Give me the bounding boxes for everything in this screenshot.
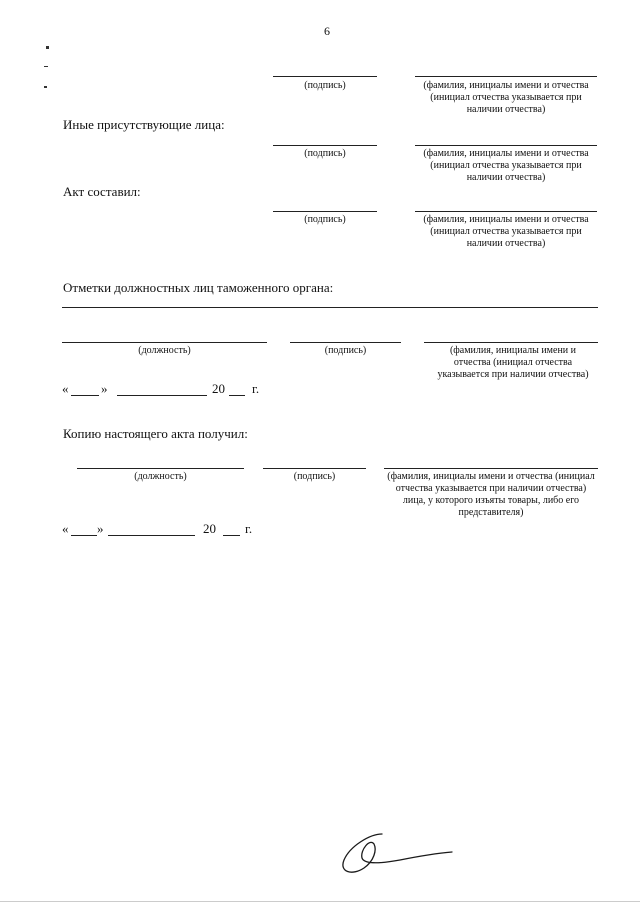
signature-caption: (подпись) [293, 471, 336, 482]
signature-line[interactable] [273, 145, 377, 146]
signature-caption: (подпись) [304, 148, 346, 159]
handwritten-signature [330, 820, 470, 880]
date-day-line[interactable] [71, 395, 99, 396]
signature-line[interactable] [290, 342, 401, 343]
margin-mark [46, 46, 49, 49]
date-year-suffix: г. [252, 381, 260, 396]
name-caption: (фамилия, инициалы имени и отчества (инициал отчества указывается при наличии отчества) [423, 148, 589, 183]
name-line[interactable] [384, 468, 598, 469]
date-close-quote: » [101, 381, 108, 396]
act-compiled-label: Акт составил: [63, 184, 141, 199]
margin-mark [44, 66, 48, 67]
position-line[interactable] [62, 342, 267, 343]
signature-caption: (подпись) [324, 345, 367, 356]
date-open-quote: « [62, 521, 69, 536]
name-line[interactable] [415, 76, 597, 77]
page-bottom-edge [0, 901, 640, 902]
position-caption: (должность) [134, 471, 187, 482]
page-number: 6 [324, 24, 330, 38]
signature-caption: (подпись) [304, 80, 346, 91]
date-year-suffix: г. [245, 521, 253, 536]
name-line[interactable] [415, 145, 597, 146]
signature-line[interactable] [273, 76, 377, 77]
signature-caption: (подпись) [304, 214, 346, 225]
officials-notes-label: Отметки должностных лиц таможенного органа: [63, 280, 334, 295]
date-month-line[interactable] [117, 395, 207, 396]
date-year-line[interactable] [229, 395, 245, 396]
name-caption: (фамилия, инициалы имени и отчества (инициал отчества указывается при наличии отчества) лица, у которого изъяты товары, либо его представителя) [387, 471, 595, 518]
name-caption: (фамилия, инициалы имени и отчества (инициал отчества указывается при наличии отчества) [423, 214, 589, 249]
date-year-prefix: 20 [212, 381, 225, 396]
notes-line[interactable] [62, 307, 598, 308]
date-close-quote: » [97, 521, 104, 536]
name-caption: (фамилия, инициалы имени и отчества (инициал отчества указывается при наличии отчества) [437, 345, 589, 380]
date-year-line[interactable] [223, 535, 240, 536]
date-day-line[interactable] [71, 535, 97, 536]
name-line[interactable] [424, 342, 598, 343]
margin-mark [44, 86, 47, 88]
date-open-quote: « [62, 381, 69, 396]
position-caption: (должность) [138, 345, 191, 356]
name-line[interactable] [415, 211, 597, 212]
position-line[interactable] [77, 468, 244, 469]
date-year-prefix: 20 [203, 521, 216, 536]
signature-line[interactable] [263, 468, 366, 469]
name-caption: (фамилия, инициалы имени и отчества (инициал отчества указывается при наличии отчества) [423, 80, 589, 115]
date-month-line[interactable] [108, 535, 195, 536]
copy-received-label: Копию настоящего акта получил: [63, 426, 248, 441]
others-present-label: Иные присутствующие лица: [63, 117, 225, 132]
signature-line[interactable] [273, 211, 377, 212]
